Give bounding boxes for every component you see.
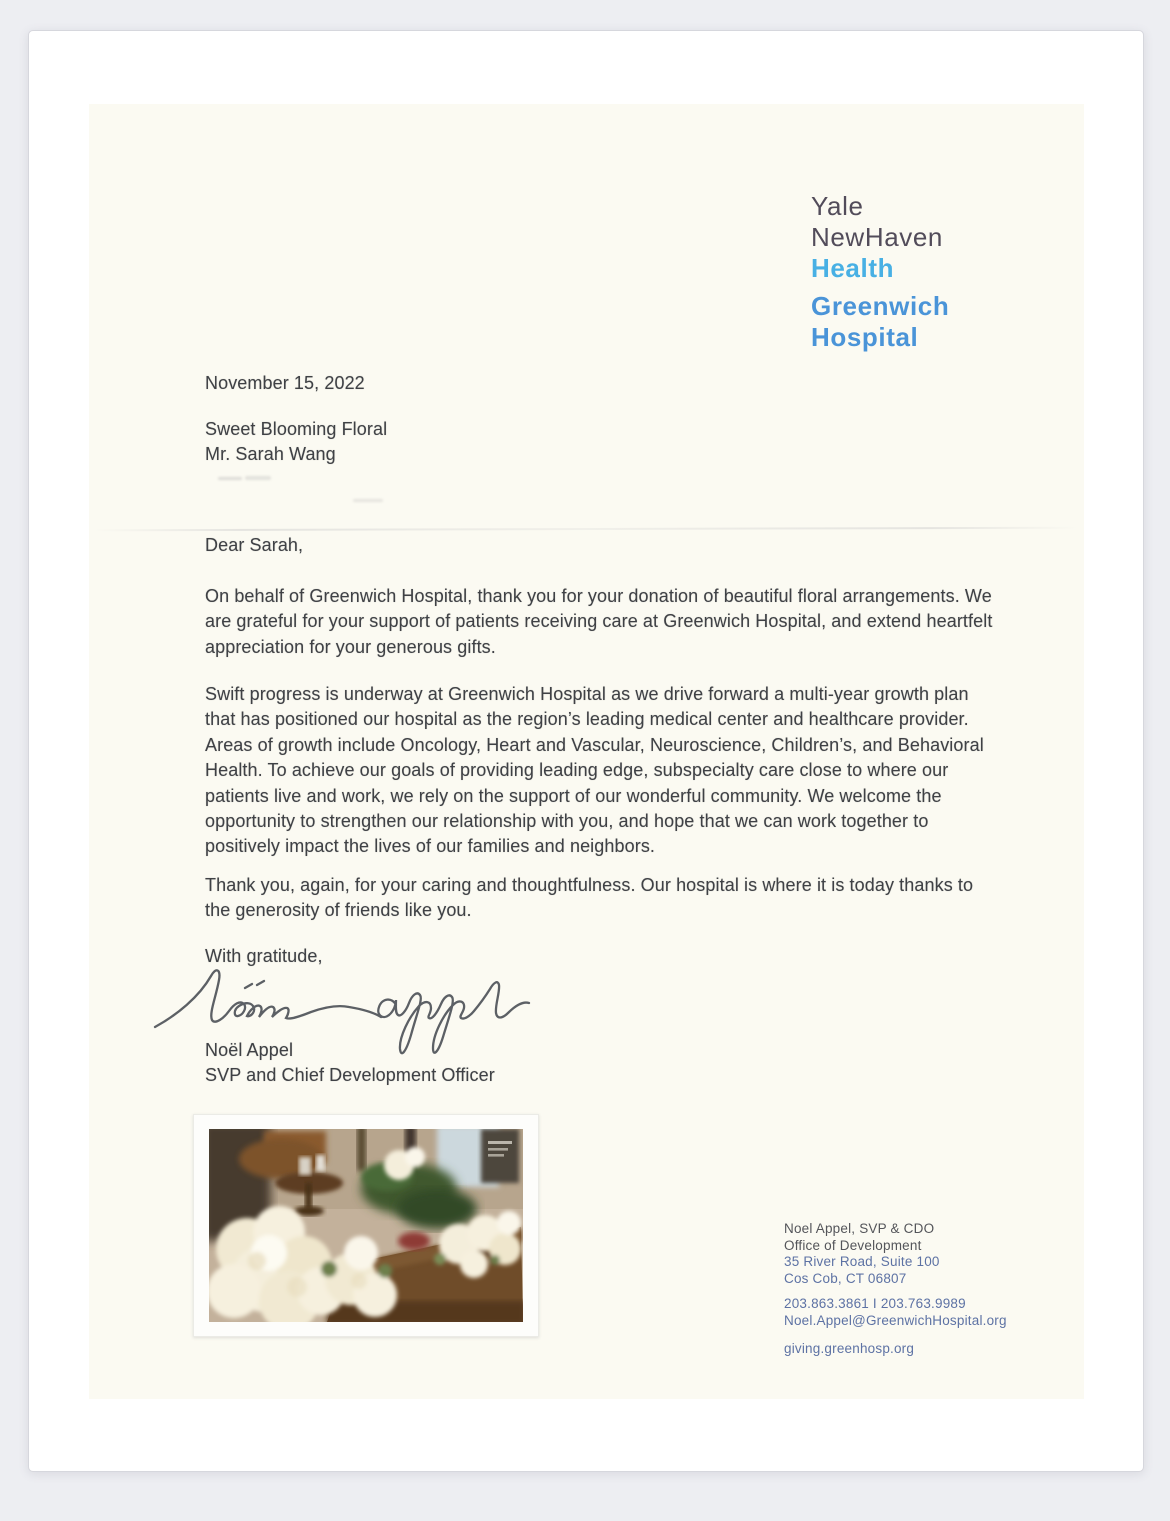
paragraph-2: Swift progress is underway at Greenwich Hospital as we drive forward a multi-year growth plan that has positioned our hospital as the region’s leading medical center and healthcare provider. Areas of growth include Oncology, Heart and Vascular, Neuroscience, Children’s, and Behavioral Health. To achieve our goals of providing leading edge, subspecialty care close to where our patients live and work, we rely on the support of our wonderful community. We welcome the opportunity to strengthen our relationship with you, and hope that we can work together to positively impact the lives of our families and neighbors. <box>205 684 984 857</box>
contact-phone: 203.863.3861 I 203.763.9989 <box>784 1296 966 1311</box>
closing-line: With gratitude, <box>205 946 323 966</box>
logo-line-hospital: Hospital <box>811 322 919 352</box>
contact-street: 35 River Road, Suite 100 <box>784 1254 940 1269</box>
signer-name: Noël Appel <box>205 1040 294 1060</box>
recipient-org: Sweet Blooming Floral <box>205 419 388 439</box>
contact-city: Cos Cob, CT 06807 <box>784 1270 907 1286</box>
yale-newhaven-health-logo <box>811 191 949 353</box>
signer-title: SVP and Chief Development Officer <box>205 1065 495 1085</box>
letter-date: November 15, 2022 <box>205 373 365 393</box>
salutation: Dear Sarah, <box>205 535 304 555</box>
erased-text-smudge <box>353 499 383 502</box>
recipient-block <box>205 417 387 468</box>
logo-line-greenwich: Greenwich <box>811 291 950 321</box>
letter-page <box>28 30 1144 1472</box>
floral-arrangement-photo <box>209 1129 523 1322</box>
paragraph-1: On behalf of Greenwich Hospital, thank you for your donation of beautiful floral arrangements. We are grateful for your support of patients receiving care at Greenwich Hospital, and extend heartfelt appreciation for your generous gifts. <box>205 586 993 657</box>
erased-text-smudge <box>245 476 271 480</box>
logo-line-yale: Yale <box>811 191 864 221</box>
contact-office: Office of Development <box>784 1237 922 1253</box>
logo-line-newhaven: NewHaven <box>811 222 943 252</box>
contact-email: Noel.Appel@GreenwichHospital.org <box>784 1312 1007 1328</box>
paragraph-3: Thank you, again, for your caring and thoughtfulness. Our hospital is where it is today thanks to the generosity of friends like you. <box>205 875 974 921</box>
contact-name: Noel Appel, SVP & CDO <box>784 1221 935 1236</box>
floral-photo-frame <box>193 1114 539 1337</box>
erased-text-smudge <box>218 477 242 480</box>
contact-website: giving.greenhosp.org <box>784 1341 915 1356</box>
recipient-name: Mr. Sarah Wang <box>205 444 336 465</box>
contact-block <box>784 1221 1007 1358</box>
logo-line-health: Health <box>811 253 895 283</box>
